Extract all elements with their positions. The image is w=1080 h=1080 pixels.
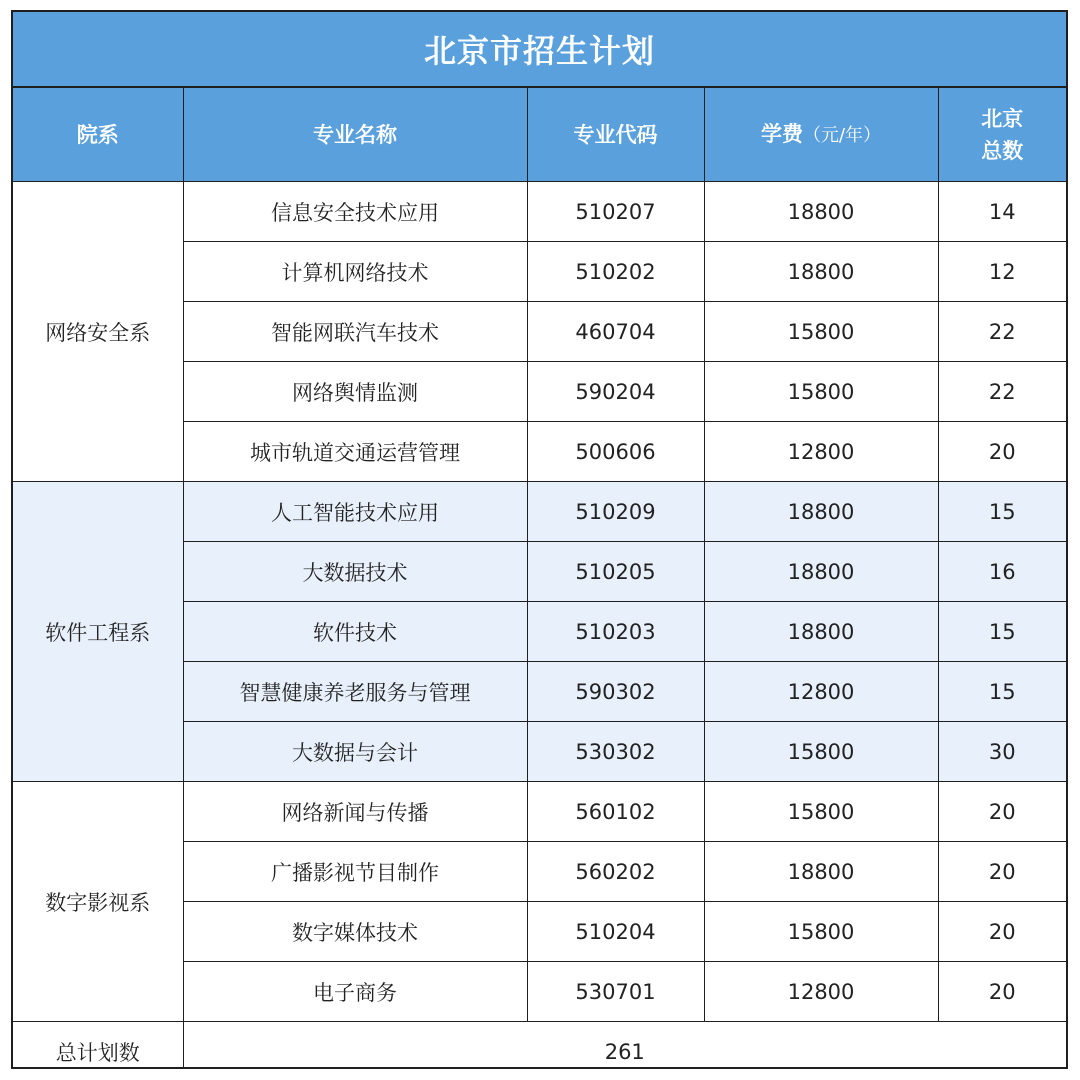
code-cell: 510204 xyxy=(527,902,704,962)
dept-cell: 软件工程系 xyxy=(13,482,183,782)
major-cell: 信息安全技术应用 xyxy=(183,182,527,242)
code-cell: 460704 xyxy=(527,302,704,362)
fee-cell: 15800 xyxy=(704,782,938,842)
major-cell: 网络新闻与传播 xyxy=(183,782,527,842)
major-cell: 城市轨道交通运营管理 xyxy=(183,422,527,482)
header-major: 专业名称 xyxy=(183,88,527,182)
dept-cell: 网络安全系 xyxy=(13,182,183,482)
header-beijing-line2: 总数 xyxy=(981,138,1024,163)
fee-cell: 12800 xyxy=(704,422,938,482)
major-cell: 数字媒体技术 xyxy=(183,902,527,962)
major-cell: 大数据技术 xyxy=(183,542,527,602)
fee-cell: 18800 xyxy=(704,602,938,662)
count-cell: 20 xyxy=(938,422,1066,482)
code-cell: 530701 xyxy=(527,962,704,1022)
code-cell: 590204 xyxy=(527,362,704,422)
table-title: 北京市招生计划 xyxy=(13,12,1066,88)
count-cell: 22 xyxy=(938,362,1066,422)
major-cell: 人工智能技术应用 xyxy=(183,482,527,542)
fee-cell: 18800 xyxy=(704,842,938,902)
fee-cell: 12800 xyxy=(704,962,938,1022)
code-cell: 510205 xyxy=(527,542,704,602)
table-row xyxy=(13,782,1066,842)
fee-cell: 18800 xyxy=(704,482,938,542)
fee-cell: 18800 xyxy=(704,242,938,302)
fee-cell: 18800 xyxy=(704,182,938,242)
count-cell: 22 xyxy=(938,302,1066,362)
code-cell: 560102 xyxy=(527,782,704,842)
total-value: 261 xyxy=(183,1022,1066,1070)
major-cell: 计算机网络技术 xyxy=(183,242,527,302)
count-cell: 15 xyxy=(938,662,1066,722)
header-row xyxy=(13,88,1066,182)
code-cell: 510207 xyxy=(527,182,704,242)
header-beijing-total xyxy=(938,88,1066,182)
plan-table xyxy=(13,88,1066,1069)
major-cell: 电子商务 xyxy=(183,962,527,1022)
code-cell: 510209 xyxy=(527,482,704,542)
code-cell: 560202 xyxy=(527,842,704,902)
table-row xyxy=(13,482,1066,542)
code-cell: 590302 xyxy=(527,662,704,722)
header-code: 专业代码 xyxy=(527,88,704,182)
count-cell: 30 xyxy=(938,722,1066,782)
fee-cell: 15800 xyxy=(704,302,938,362)
count-cell: 20 xyxy=(938,902,1066,962)
count-cell: 16 xyxy=(938,542,1066,602)
fee-cell: 15800 xyxy=(704,722,938,782)
count-cell: 15 xyxy=(938,482,1066,542)
count-cell: 20 xyxy=(938,962,1066,1022)
count-cell: 12 xyxy=(938,242,1066,302)
major-cell: 软件技术 xyxy=(183,602,527,662)
header-beijing-line1: 北京 xyxy=(981,106,1024,131)
count-cell: 15 xyxy=(938,602,1066,662)
code-cell: 510202 xyxy=(527,242,704,302)
code-cell: 530302 xyxy=(527,722,704,782)
header-fee-label: 学费 xyxy=(760,121,803,146)
header-dept: 院系 xyxy=(13,88,183,182)
dept-cell: 数字影视系 xyxy=(13,782,183,1022)
major-cell: 智慧健康养老服务与管理 xyxy=(183,662,527,722)
count-cell: 20 xyxy=(938,782,1066,842)
major-cell: 网络舆情监测 xyxy=(183,362,527,422)
total-row xyxy=(13,1022,1066,1070)
fee-cell: 15800 xyxy=(704,362,938,422)
fee-cell: 12800 xyxy=(704,662,938,722)
table-row xyxy=(13,182,1066,242)
fee-cell: 15800 xyxy=(704,902,938,962)
code-cell: 500606 xyxy=(527,422,704,482)
header-fee xyxy=(704,88,938,182)
count-cell: 20 xyxy=(938,842,1066,902)
major-cell: 智能网联汽车技术 xyxy=(183,302,527,362)
total-label: 总计划数 xyxy=(13,1022,183,1070)
fee-cell: 18800 xyxy=(704,542,938,602)
major-cell: 广播影视节目制作 xyxy=(183,842,527,902)
count-cell: 14 xyxy=(938,182,1066,242)
enrollment-plan-table xyxy=(11,10,1068,1069)
major-cell: 大数据与会计 xyxy=(183,722,527,782)
code-cell: 510203 xyxy=(527,602,704,662)
header-fee-unit: （元/年） xyxy=(802,124,882,146)
